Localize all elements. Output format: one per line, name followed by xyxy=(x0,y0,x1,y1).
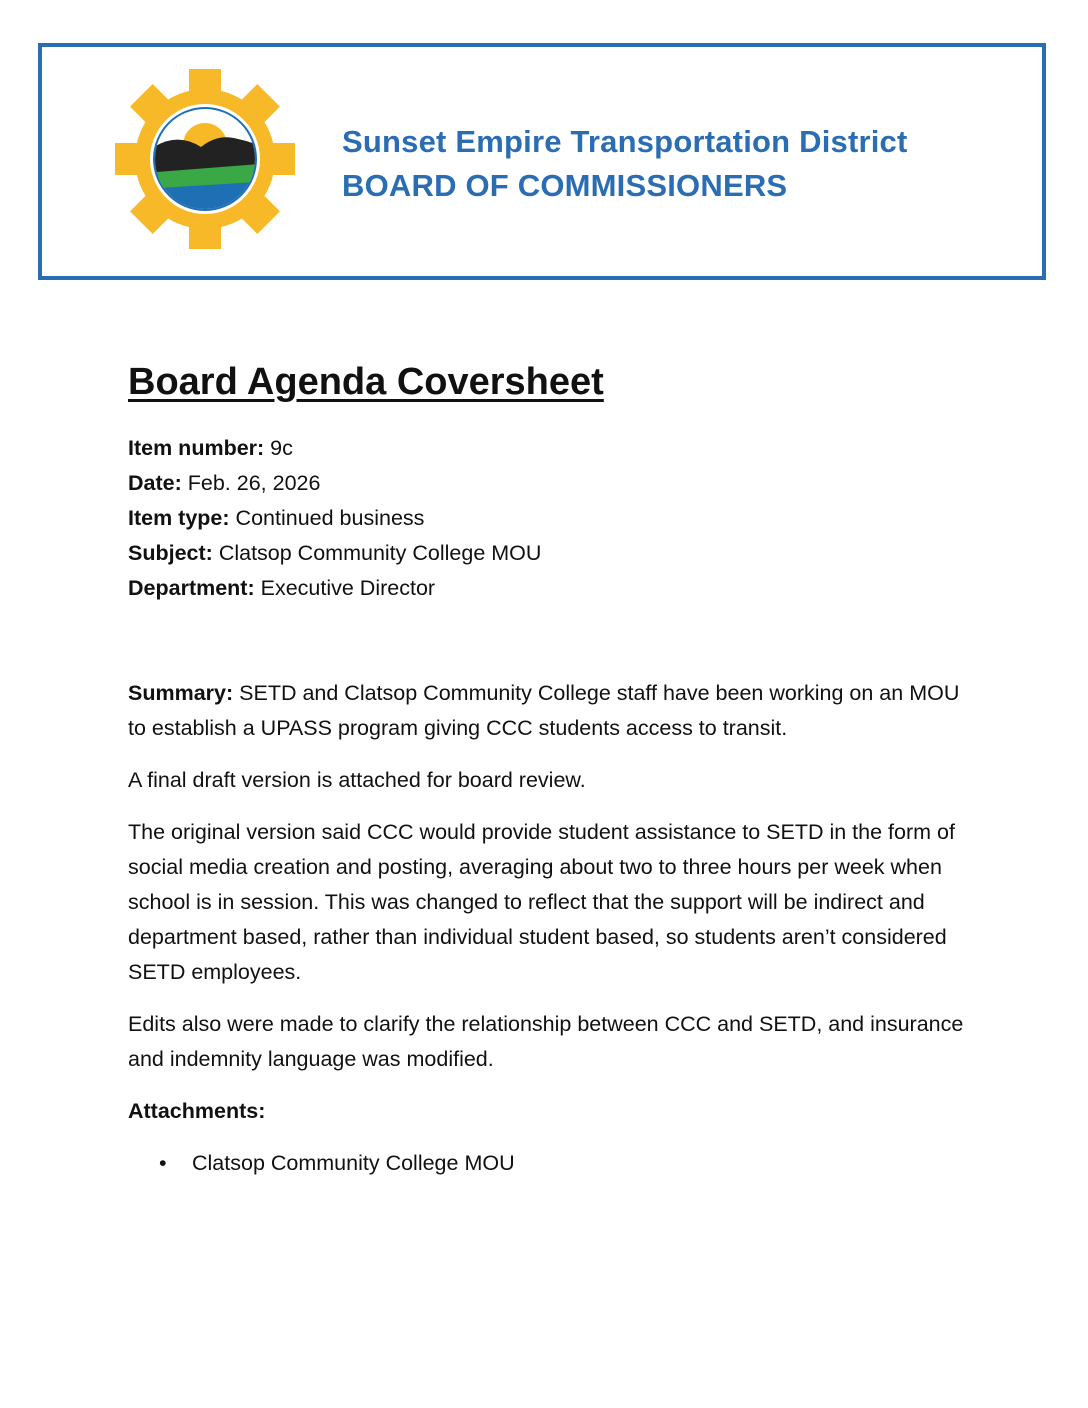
attachments-list xyxy=(128,1146,968,1181)
field-label: Department: xyxy=(128,576,255,600)
list-item xyxy=(128,1146,968,1181)
attachments-label: Attachments: xyxy=(128,1099,266,1123)
item-type-row xyxy=(128,501,541,536)
summary-paragraph xyxy=(128,676,968,746)
gear-landscape-logo-icon xyxy=(113,67,297,251)
date-row xyxy=(128,466,541,501)
header-titles xyxy=(342,120,908,208)
field-value: 9c xyxy=(270,436,293,460)
summary-text: SETD and Clatsop Community College staff have been working on an MOU to establish a UPASS program giving CCC students access to transit. xyxy=(128,681,960,740)
department-row xyxy=(128,571,541,606)
bullet-icon: • xyxy=(159,1151,167,1175)
attachment-name: Clatsop Community College MOU xyxy=(192,1151,515,1175)
field-label: Item type: xyxy=(128,506,230,530)
field-label: Subject: xyxy=(128,541,213,565)
org-name: Sunset Empire Transportation District xyxy=(342,124,908,159)
summary-label: Summary: xyxy=(128,681,234,705)
board-name: BOARD OF COMMISSIONERS xyxy=(342,168,788,203)
subject-row xyxy=(128,536,541,571)
item-details xyxy=(128,431,541,606)
document-body xyxy=(128,676,968,1181)
item-number-row xyxy=(128,431,541,466)
body-paragraph: Edits also were made to clarify the relationship between CCC and SETD, and insurance and indemnity language was modified. xyxy=(128,1012,964,1071)
field-value: Feb. 26, 2026 xyxy=(187,471,321,495)
field-label: Date: xyxy=(128,471,182,495)
field-value: Continued business xyxy=(235,506,425,530)
field-label: Item number: xyxy=(128,436,265,460)
page-title: Board Agenda Coversheet xyxy=(128,361,604,403)
field-value: Executive Director xyxy=(260,576,436,600)
field-value: Clatsop Community College MOU xyxy=(218,541,542,565)
body-paragraph: The original version said CCC would provide student assistance to SETD in the form of social media creation and posting, averaging about two to three hours per week when school is in session. This was changed to reflect that the support will be indirect and department based, rather than individual student based, so students aren’t considered SETD employees. xyxy=(128,820,955,984)
body-paragraph: A final draft version is attached for board review. xyxy=(128,768,586,792)
